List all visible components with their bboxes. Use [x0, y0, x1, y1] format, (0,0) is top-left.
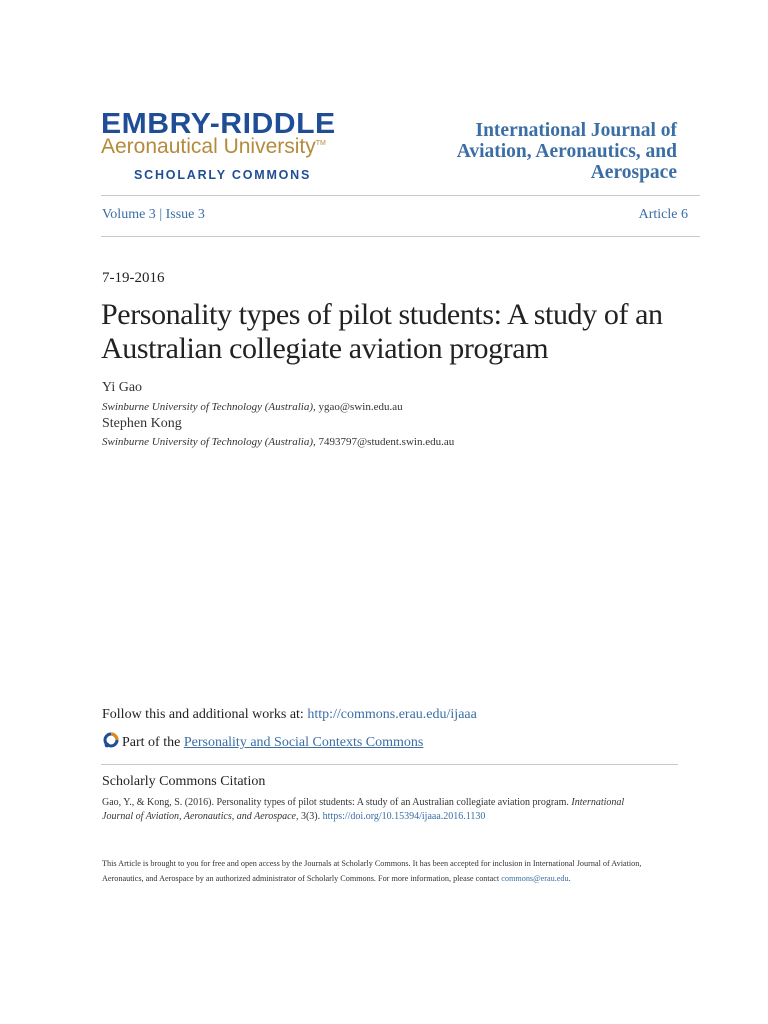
divider	[101, 764, 678, 765]
journal-title-line: International Journal of	[475, 120, 677, 141]
divider	[101, 195, 700, 196]
contact-email-link[interactable]: commons@erau.edu	[501, 874, 569, 883]
journal-title-line: Aerospace	[590, 162, 677, 183]
part-of-label: Part of the	[122, 735, 184, 750]
open-access-notice: This Article is brought to you for free and open access by the Journals at Scholarly Commons. It has been accepted for inclusion in International Journal of Aviation, Aeronautics, and Aerospace by an authorized administrator of Scholarly Commons. For more information, please contact commons@erau.edu.	[102, 859, 642, 883]
citation-text: Gao, Y., & Kong, S. (2016). Personality types of pilot students: A study of an Australian collegiate aviation program. International Journal of Aviation, Aeronautics, and Aerospace, 3(3). https://doi.org/10.15394/ijaaa.2016.1130	[102, 797, 625, 822]
university-logo-wordmark: EMBRY-RIDDLE	[101, 108, 336, 140]
volume-link[interactable]: Volume 3	[102, 207, 156, 222]
article-title	[101, 298, 701, 366]
bepress-network-icon	[102, 731, 120, 754]
journal-title[interactable]	[377, 120, 677, 183]
follow-label: Follow this and additional works at:	[102, 707, 308, 722]
author-affiliation: Swinburne University of Technology (Australia), ygao@swin.edu.au	[102, 401, 403, 413]
doi-link[interactable]: https://doi.org/10.15394/ijaaa.2016.1130	[322, 811, 486, 822]
author-name: Stephen Kong	[102, 416, 182, 431]
article-title-line: Australian collegiate aviation program	[101, 332, 549, 365]
citation-heading: Scholarly Commons Citation	[102, 774, 266, 789]
author-affiliation: Swinburne University of Technology (Australia), 7493797@student.swin.edu.au	[102, 436, 455, 448]
article-title-line: Personality types of pilot students: A study of an	[101, 298, 663, 331]
divider	[101, 236, 700, 237]
publication-date: 7-19-2016	[102, 270, 165, 286]
discipline-commons-link[interactable]: Personality and Social Contexts Commons	[183, 735, 424, 750]
university-logo-subtitle: Aeronautical University™	[101, 135, 326, 158]
author-name: Yi Gao	[102, 380, 143, 395]
follow-line	[102, 707, 477, 723]
separator: |	[159, 207, 163, 222]
issue-link[interactable]: Issue 3	[165, 207, 205, 222]
part-of-line	[102, 731, 423, 754]
article-number-link[interactable]: Article 6	[638, 207, 688, 222]
volume-issue	[102, 207, 205, 223]
scholarly-commons-tagline: SCHOLARLY COMMONS	[134, 168, 312, 182]
journal-title-line: Aviation, Aeronautics, and	[456, 141, 677, 162]
author-email[interactable]: , 7493797@student.swin.edu.au	[313, 436, 455, 448]
collection-url-link[interactable]: http://commons.erau.edu/ijaaa	[307, 707, 477, 722]
author-email[interactable]: , ygao@swin.edu.au	[313, 401, 403, 413]
